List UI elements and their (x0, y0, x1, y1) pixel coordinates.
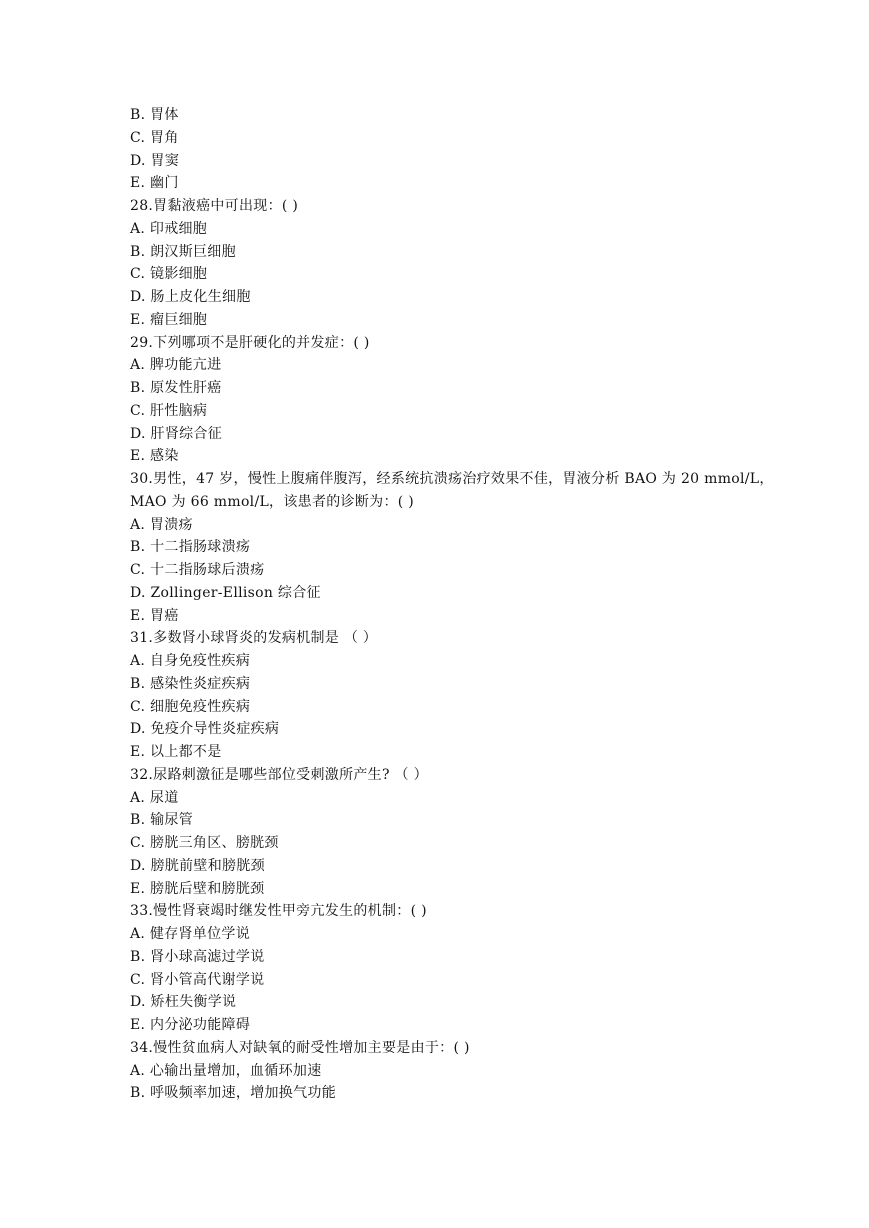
question-30-line-2: MAO 为 66 mmol/L，该患者的诊断为：( ) (130, 493, 415, 510)
answer-option: E. 瘤巨细胞 (130, 311, 208, 328)
question-29: 29.下列哪项不是肝硬化的并发症：( ) (130, 334, 370, 351)
answer-option: B. 胃体 (130, 107, 179, 123)
answer-option: C. 细胞免疫性疾病 (130, 698, 251, 715)
answer-option: B. 原发性肝癌 (130, 380, 222, 396)
answer-option: B. 输尿管 (130, 812, 193, 829)
answer-option: B. 肾小球高滤过学说 (130, 948, 265, 965)
answer-option: B. 朗汉斯巨细胞 (130, 243, 236, 260)
question-34: 34.慢性贫血病人对缺氧的耐受性增加主要是由于：( ) (130, 1039, 470, 1056)
answer-option: A. 脾功能亢进 (130, 357, 222, 374)
question-32: 32.尿路刺激征是哪些部位受刺激所产生? （ ） (130, 766, 428, 783)
answer-option: C. 肝性脑病 (130, 402, 208, 419)
document-page (130, 104, 774, 1105)
answer-option: D. Zollinger-Ellison 综合征 (130, 584, 321, 601)
answer-option: D. 矫枉失衡学说 (130, 994, 237, 1011)
question-31: 31.多数肾小球肾炎的发病机制是 （ ） (130, 630, 378, 647)
answer-option: A. 自身免疫性疾病 (130, 653, 251, 669)
answer-option: A. 胃溃疡 (130, 516, 193, 533)
answer-option: D. 肠上皮化生细胞 (130, 289, 251, 305)
answer-option: E. 内分泌功能障碍 (130, 1017, 251, 1033)
answer-option: D. 胃窦 (130, 152, 180, 169)
answer-option: B. 呼吸频率加速，增加换气功能 (130, 1085, 336, 1102)
answer-option: C. 膀胱三角区、膀胱颈 (130, 835, 279, 851)
answer-option: A. 心输出量增加，血循环加速 (130, 1062, 322, 1079)
answer-option: A. 健存肾单位学说 (130, 926, 251, 942)
answer-option: D. 免疫介导性炎症疾病 (130, 721, 280, 738)
answer-option: D. 肝肾综合征 (130, 425, 223, 442)
answer-option: E. 胃癌 (130, 607, 179, 624)
answer-option: E. 感染 (130, 448, 179, 465)
question-28: 28.胃黏液癌中可出现：( ) (130, 198, 299, 214)
answer-option: C. 十二指肠球后溃疡 (130, 562, 265, 578)
answer-option: A. 印戒细胞 (130, 220, 208, 237)
answer-option: C. 镜影细胞 (130, 266, 208, 283)
answer-option: E. 以上都不是 (130, 744, 222, 760)
answer-option: C. 胃角 (130, 129, 179, 146)
answer-option: D. 膀胱前壁和膀胱颈 (130, 857, 265, 874)
answer-option: A. 尿道 (130, 789, 179, 806)
answer-option: C. 肾小管高代谢学说 (130, 971, 265, 988)
answer-option: E. 幽门 (130, 175, 179, 192)
question-33: 33.慢性肾衰竭时继发性甲旁亢发生的机制：( ) (130, 903, 427, 920)
answer-option: B. 感染性炎症疾病 (130, 675, 251, 692)
answer-option: B. 十二指肠球溃疡 (130, 539, 251, 556)
question-30-line-1: 30.男性，47 岁，慢性上腹痛伴腹泻，经系统抗溃疡治疗效果不佳，胃液分析 BAO 为 20 mmol/L， (130, 471, 774, 487)
answer-option: E. 膀胱后壁和膀胱颈 (130, 880, 265, 897)
